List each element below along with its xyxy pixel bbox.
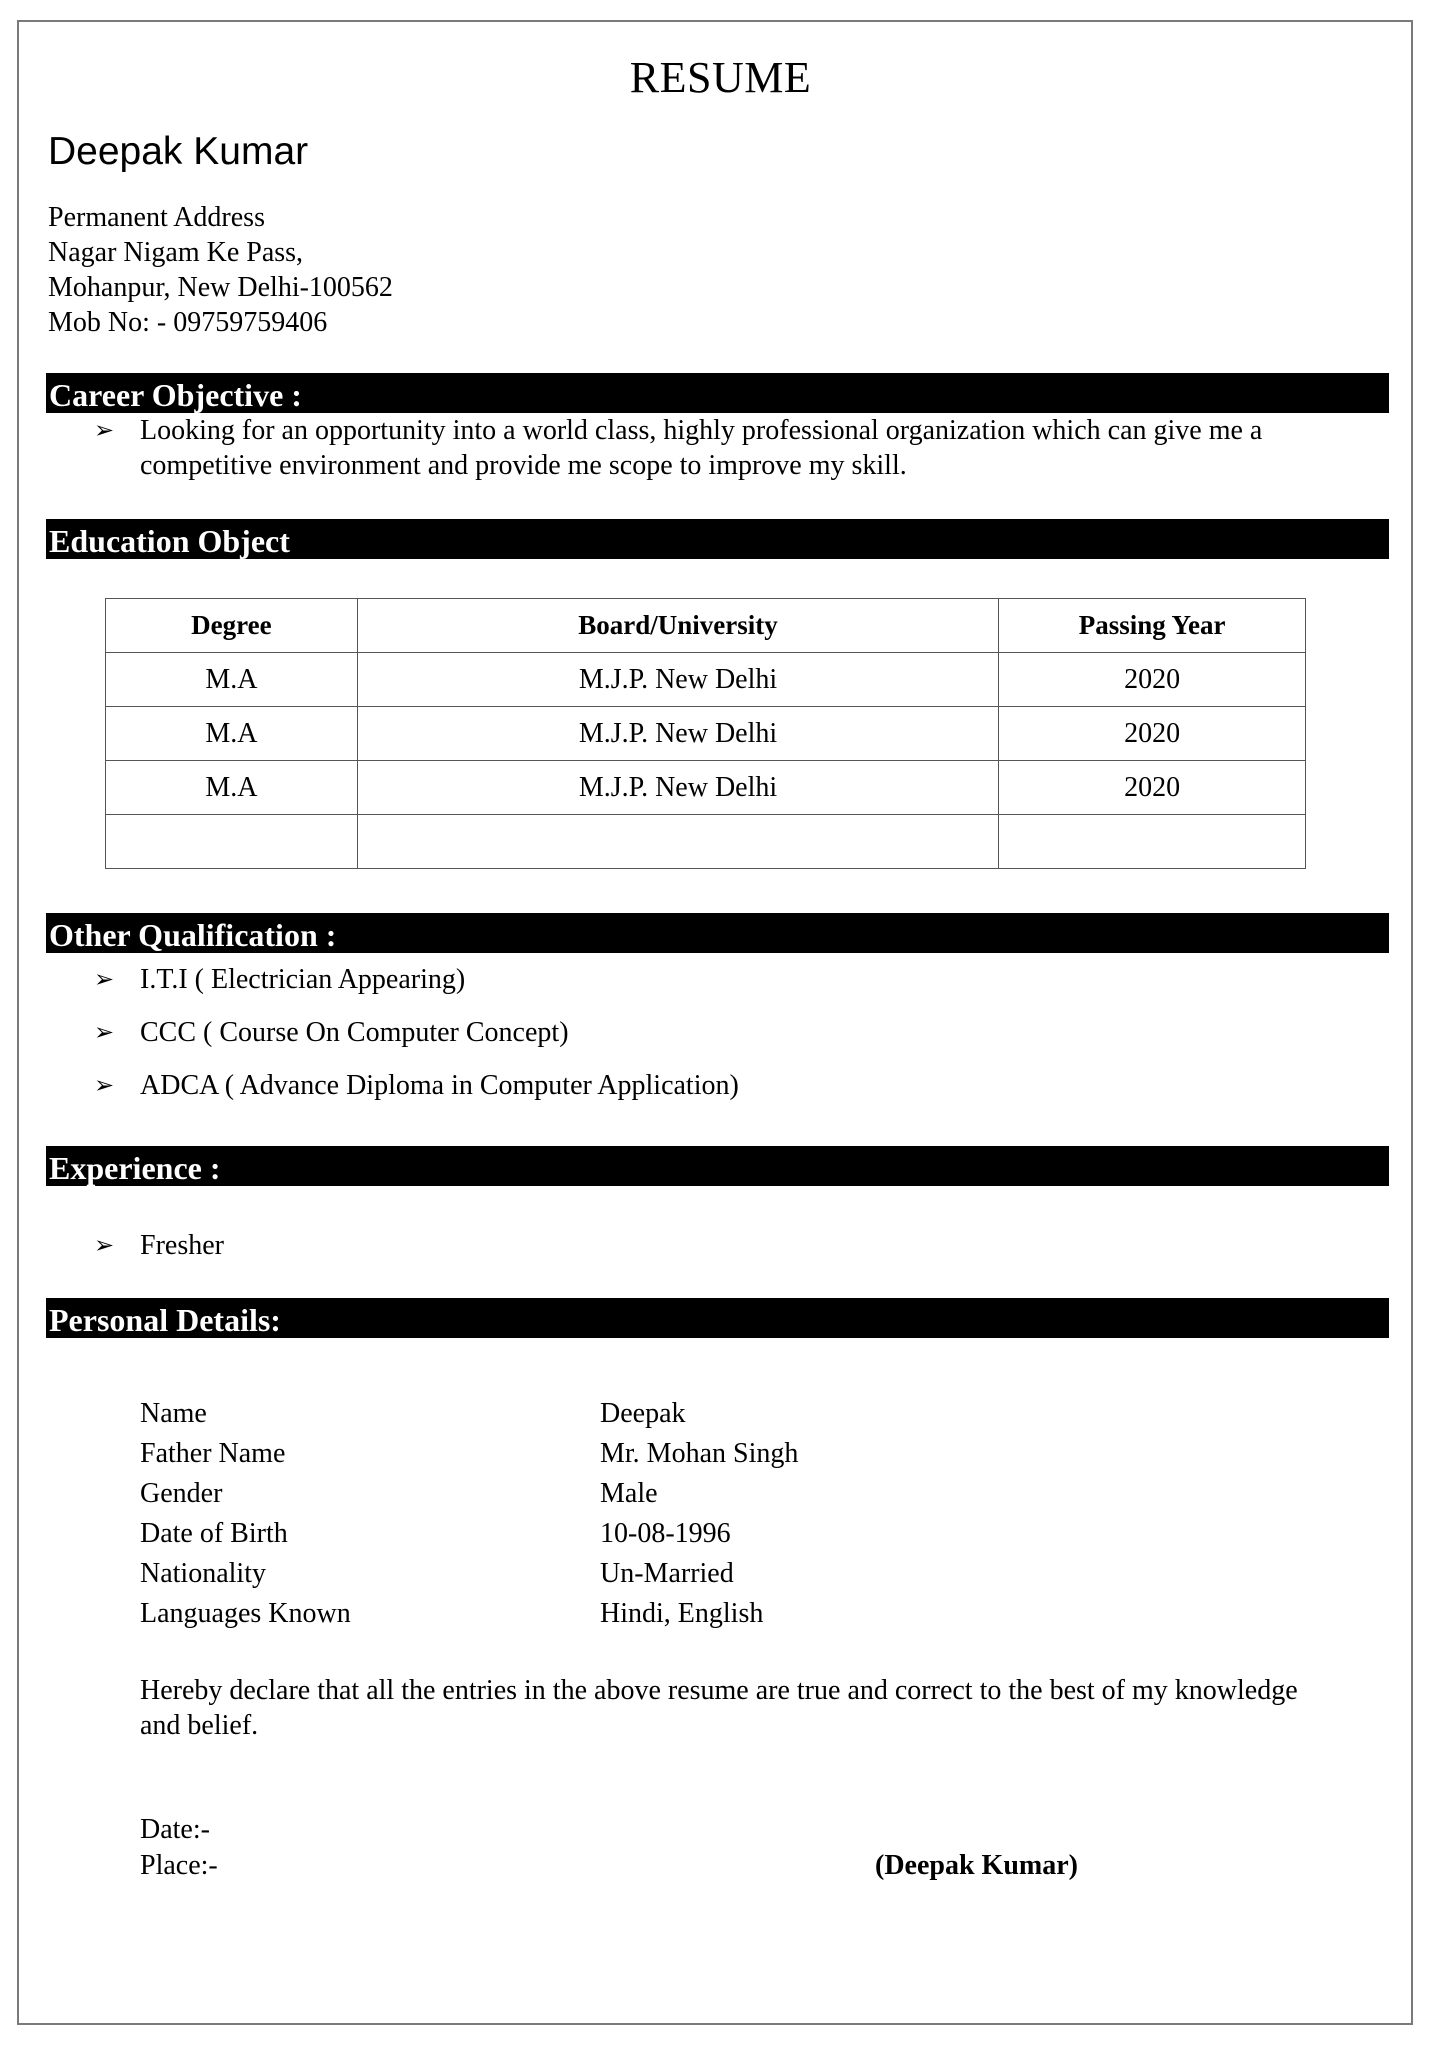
table-cell: [999, 815, 1306, 869]
arrow-bullet-icon: ➢: [94, 965, 115, 993]
list-item: ➢ CCC ( Course On Computer Concept): [94, 1006, 739, 1059]
detail-label: Name: [140, 1398, 207, 1429]
other-qualification-heading: Other Qualification :: [46, 913, 1389, 953]
arrow-bullet-icon: ➢: [94, 1071, 115, 1099]
personal-details-heading: Personal Details:: [46, 1298, 1389, 1338]
date-place-block: [140, 1812, 218, 1884]
experience-heading: Experience :: [46, 1146, 1389, 1186]
place-label: Place:-: [140, 1850, 218, 1881]
table-header-row: [106, 599, 1306, 653]
table-cell: M.J.P. New Delhi: [357, 761, 998, 815]
detail-value: 10-08-1996: [600, 1518, 731, 1549]
address-line: Mohanpur, New Delhi-100562: [48, 272, 393, 303]
list-item: ➢ ADCA ( Advance Diploma in Computer Application): [94, 1059, 739, 1112]
detail-label: Gender: [140, 1478, 223, 1509]
table-row: [106, 653, 1306, 707]
detail-row: [140, 1434, 798, 1474]
detail-row: [140, 1394, 798, 1434]
address-block: [48, 200, 393, 340]
detail-label: Nationality: [140, 1558, 266, 1589]
detail-row: [140, 1594, 798, 1634]
date-label: Date:-: [140, 1814, 210, 1845]
declaration-text: Hereby declare that all the entries in the above resume are true and correct to the best of my knowledge and belief.: [140, 1675, 1298, 1741]
detail-row: [140, 1514, 798, 1554]
table-cell: M.A: [106, 653, 358, 707]
table-cell: [106, 815, 358, 869]
column-header-year: Passing Year: [999, 599, 1306, 653]
list-item: ➢ Looking for an opportunity into a world class, highly professional organization which can give me a competitive environment and provide me scope to improve my skill.: [94, 415, 1263, 481]
signature-name: (Deepak Kumar): [875, 1850, 1078, 1881]
table-cell: 2020: [999, 707, 1306, 761]
detail-label: Father Name: [140, 1438, 286, 1469]
education-heading: Education Object: [46, 519, 1389, 559]
address-line: Permanent Address: [48, 202, 265, 233]
detail-value: Male: [600, 1478, 658, 1509]
table-cell: [357, 815, 998, 869]
table-row: [106, 707, 1306, 761]
detail-row: [140, 1474, 798, 1514]
list-item: ➢ I.T.I ( Electrician Appearing): [94, 953, 739, 1006]
arrow-bullet-icon: ➢: [94, 416, 115, 444]
arrow-bullet-icon: ➢: [94, 1231, 115, 1259]
phone-line: Mob No: - 09759759406: [48, 307, 328, 338]
list-item: ➢ Fresher: [94, 1230, 224, 1261]
table-cell: 2020: [999, 761, 1306, 815]
document-title: RESUME: [629, 53, 812, 102]
career-objective-heading: Career Objective :: [46, 373, 1389, 413]
detail-value: Un-Married: [600, 1558, 734, 1589]
table-cell: M.A: [106, 761, 358, 815]
candidate-name: Deepak Kumar: [48, 130, 309, 173]
table-cell: M.J.P. New Delhi: [357, 707, 998, 761]
detail-value: Hindi, English: [600, 1598, 764, 1629]
column-header-degree: Degree: [106, 599, 358, 653]
experience-list: [94, 1228, 224, 1263]
table-cell: 2020: [999, 653, 1306, 707]
table-cell: M.A: [106, 707, 358, 761]
detail-row: [140, 1554, 798, 1594]
arrow-bullet-icon: ➢: [94, 1018, 115, 1046]
detail-label: Languages Known: [140, 1598, 351, 1629]
table-row: [106, 761, 1306, 815]
table-cell: M.J.P. New Delhi: [357, 653, 998, 707]
address-line: Nagar Nigam Ke Pass,: [48, 237, 304, 268]
qualification-list: [94, 953, 739, 1112]
table-row: [106, 815, 1306, 869]
education-table: [105, 598, 1306, 869]
personal-details-list: [140, 1394, 798, 1634]
career-objective-list: [94, 413, 1354, 483]
column-header-board: Board/University: [357, 599, 998, 653]
detail-value: Mr. Mohan Singh: [600, 1438, 799, 1469]
detail-label: Date of Birth: [140, 1518, 288, 1549]
detail-value: Deepak: [600, 1398, 686, 1429]
